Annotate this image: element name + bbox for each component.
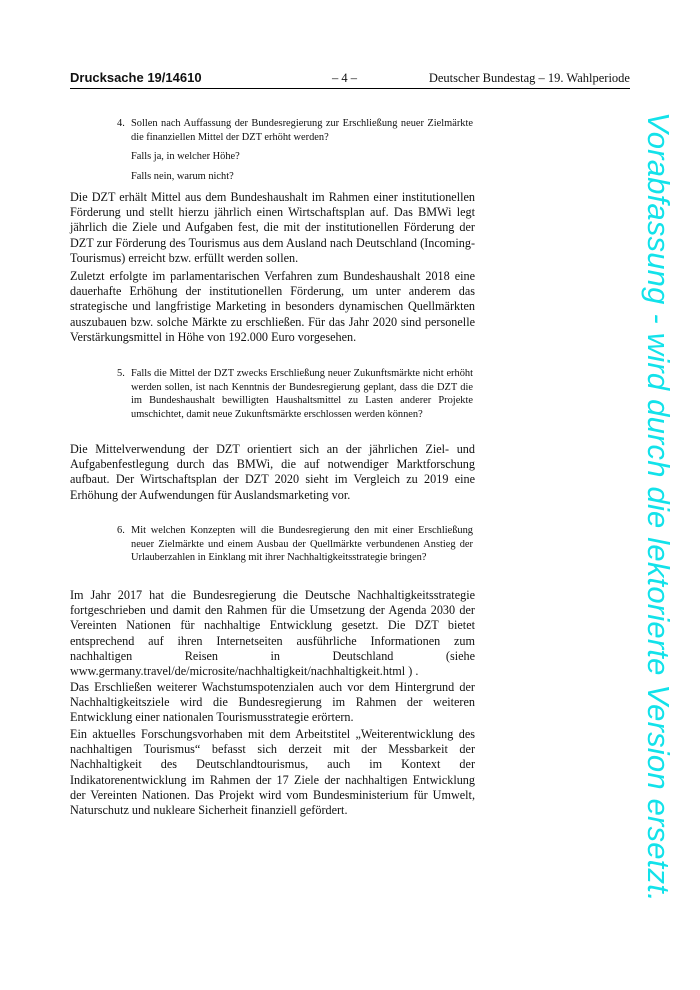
question-text: Mit welchen Konzepten will die Bundesregierung den mit einer Erschließung neuer Zielmärkte und einem Ausbau der Quellmärkte verbundenen Anstieg der Urlauberzahlen in Einklang mit ihrer Nachhaltigkeitsstrategie bringen?: [131, 525, 473, 564]
document-number-value: 14610: [165, 70, 202, 85]
page-number: – 4 –: [332, 71, 357, 85]
question-6: [117, 524, 473, 565]
question-text: Falls die Mittel der DZT zwecks Erschließung neuer Zukunftsmärkte nicht erhöht werden sollen, ist nach Kenntnis der Bundesregierung geplant, dass die DZT die im Bundeshaushalt bewilligten Haushaltsmittel zu Lasten anderer Projekte umschichtet, damit neue Zukunftsmärkte erschlossen werden können?: [131, 368, 473, 420]
question-4: [117, 117, 473, 183]
question-number: 6.: [117, 525, 125, 536]
question-5: [117, 367, 473, 421]
parliament-period: Deutscher Bundestag – 19. Wahlperiode: [428, 71, 630, 85]
question-text: Sollen nach Auffassung der Bundesregierung zur Erschließung neuer Zielmärkte die finanziellen Mittel der DZT erhöht werden?: [131, 118, 473, 143]
question-number: 5.: [117, 368, 125, 379]
question-subitem: Falls ja, in welcher Höhe?: [131, 151, 240, 163]
page-header: [70, 70, 630, 89]
answer-paragraph: Die DZT erhält Mittel aus dem Bundeshaushalt im Rahmen einer institutionellen Förderung und stellt hierzu jährlich einen Wirtschaftsplan auf. Das BMWi legt jährlich die Ziele und Aufgaben fest, die mit der institutionellen Förderung der DZT zur Förderung des Tourismus aus dem Ausland nach Deutschland (Incoming-Tourismus) erreicht bzw. erfüllt werden sollen.: [70, 190, 475, 265]
answer-paragraph: Zuletzt erfolgte im parlamentarischen Verfahren zum Bundeshaushalt 2018 eine dauerhafte Erhöhung der institutionellen Förderung, um unter anderem das strategische und langfristige Marketing in besonders dynamischen Quellmärkten auszubauen bzw. solche Märkte zu erschließen. Für das Jahr 2020 sind personelle Verstärkungsmittel in Höhe von 192.000 Euro vorgesehen.: [70, 269, 475, 344]
question-number: 4.: [117, 118, 125, 129]
answer-paragraph: Ein aktuelles Forschungsvorhaben mit dem Arbeitstitel „Weiterentwicklung des nachhaltigen Tourismus“ befasst sich derzeit mit der Messbarkeit der Nachhaltigkeit des Deutschlandtourismus, auch im Kontext der Indikatorenentwicklung im Rahmen der 17 Ziele der nachhaltigen Entwicklung der Vereinten Nationen. Das Projekt wird vom Bundesministerium für Umwelt, Naturschutz und nukleare Sicherheit finanziell gefördert.: [70, 727, 475, 818]
question-subitem: Falls nein, warum nicht?: [131, 170, 234, 182]
answer-paragraph: Die Mittelverwendung der DZT orientiert sich an der jährlichen Ziel- und Aufgabenfestlegung durch das BMWi, die auf notwendiger Marktforschung aufbaut. Der Wirtschaftsplan der DZT 2020 sieht im Vergleich zu 2019 eine Erhöhung der Aufwendungen für Auslandsmarketing vor.: [70, 442, 475, 502]
document-number: [70, 70, 202, 85]
draft-watermark: [640, 112, 680, 902]
answer-paragraph: Im Jahr 2017 hat die Bundesregierung die Deutsche Nachhaltigkeitsstrategie fortgeschrieben und damit den Rahmen für die Umsetzung der Agenda 2030 der Vereinten Nationen für nachhaltige Entwicklung gesetzt. Die DZT bietet entsprechend auf ihren Internetseiten ausführliche Informationen zum nachhaltigen Reisen in Deutschland (siehe www.germany.travel/de/microsite/nachhaltigkeit/nachhaltigkeit.html ) .: [70, 588, 475, 679]
watermark-text: Vorabfassung - wird durch die lektorierte Version ersetzt.: [641, 112, 676, 902]
document-prefix: Drucksache 19/: [70, 70, 166, 85]
answer-paragraph: Das Erschließen weiterer Wachstumspotenzialen auch vor dem Hintergrund der Nachhaltigkeitsziele wird die Bundesregierung im Rahmen der weiteren Entwicklung einer nationalen Tourismusstrategie erörtern.: [70, 680, 475, 725]
